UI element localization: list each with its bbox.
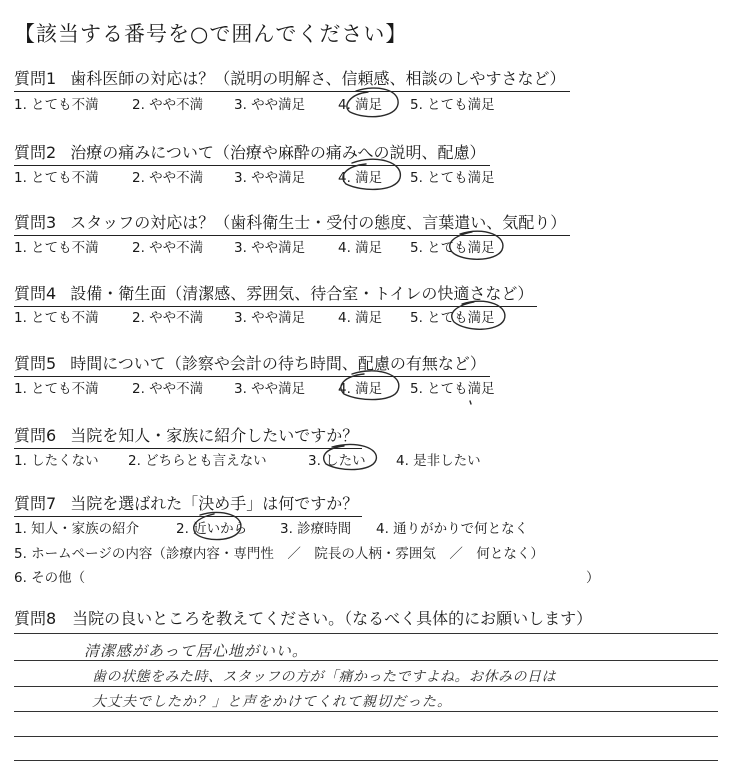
q3-option-5[interactable]: 5. とても満足 (410, 240, 495, 256)
q3-option-4[interactable]: 4. 満足 (338, 240, 383, 256)
q2-option-4[interactable]: 4. 満足 (338, 170, 383, 186)
q3-option-1[interactable]: 1. とても不満 (14, 240, 99, 256)
question-3-text: スタッフの対応は？（歯科衛生士・受付の態度、言葉遣い、気配り） (70, 213, 567, 232)
question-5 (14, 351, 490, 377)
question-7-options-line-1 (14, 517, 528, 537)
question-3-number: 質問3 (14, 213, 57, 232)
q7-option-6-close: ） (586, 570, 600, 586)
q7-option-6-label: 6. その他（ (14, 570, 86, 586)
question-7-title (14, 491, 362, 517)
question-2-number: 質問2 (14, 143, 57, 162)
question-4 (14, 281, 537, 307)
question-1 (14, 66, 570, 92)
q7-option-5[interactable]: 5. ホームページの内容（診療内容・専門性 ／ 院長の人柄・雰囲気 ／ 何となく） (14, 546, 544, 562)
question-6-options (14, 449, 481, 469)
q4-option-3[interactable]: 3. やや満足 (234, 310, 306, 326)
q7-option-4[interactable]: 4. 通りがかりで何となく (376, 521, 529, 537)
q1-option-4[interactable]: 4. 満足 (338, 97, 383, 113)
answer-rule-1 (14, 633, 718, 634)
question-2-title (14, 140, 490, 166)
question-6-title (14, 423, 362, 449)
q4-option-2[interactable]: 2. やや不満 (132, 310, 204, 326)
question-1-text: 歯科医師の対応は？（説明の明解さ、信頼感、相談のしやすさなど） (70, 69, 566, 88)
question-1-number: 質問1 (14, 69, 57, 88)
q2-option-3[interactable]: 3. やや満足 (234, 170, 306, 186)
question-2 (14, 140, 490, 166)
answer-rule-6 (14, 760, 718, 761)
q2-option-2[interactable]: 2. やや不満 (132, 170, 204, 186)
question-5-text: 時間について（診察や会計の待ち時間、配慮の有無など） (70, 354, 486, 373)
q5-option-4[interactable]: 4. 満足 (338, 381, 383, 397)
q8-answer-line-2: 歯の状態をみた時、スタッフの方が「痛かったですよね。お休みの日は (92, 669, 556, 685)
question-4-options (14, 306, 495, 326)
answer-rule-4 (14, 711, 718, 712)
question-5-title (14, 351, 490, 377)
question-2-options (14, 166, 495, 186)
question-5-options (14, 377, 495, 397)
question-3 (14, 210, 570, 236)
q4-option-1[interactable]: 1. とても不満 (14, 310, 99, 326)
question-4-text: 設備・衛生面（清潔感、雰囲気、待合室・トイレの快適さなど） (70, 284, 534, 303)
question-1-options (14, 93, 495, 113)
answer-rule-5 (14, 736, 718, 737)
q8-answer-line-1: 清潔感があって居心地がいい。 (84, 642, 308, 660)
q6-option-2[interactable]: 2. どちらとも言えない (128, 453, 267, 469)
question-3-title (14, 210, 570, 236)
q1-option-2[interactable]: 2. やや不満 (132, 97, 204, 113)
q1-option-5[interactable]: 5. とても満足 (410, 97, 495, 113)
question-4-title (14, 281, 537, 307)
q5-option-3[interactable]: 3. やや満足 (234, 381, 306, 397)
q4-option-5[interactable]: 5. とても満足 (410, 310, 495, 326)
q6-option-3[interactable]: 3. したい (308, 453, 366, 469)
question-7 (14, 491, 362, 517)
q3-option-3[interactable]: 3. やや満足 (234, 240, 306, 256)
survey-header: 【該当する番号を○で囲んでください】 (14, 22, 408, 46)
q7-option-1[interactable]: 1. 知人・家族の紹介 (14, 521, 140, 537)
question-4-number: 質問4 (14, 284, 57, 303)
q7-option-6[interactable] (14, 566, 614, 586)
q1-option-3[interactable]: 3. やや満足 (234, 97, 306, 113)
q4-option-4[interactable]: 4. 満足 (338, 310, 383, 326)
question-6-number: 質問6 (14, 426, 57, 445)
q5-option-5[interactable]: 5. とても満足 (410, 381, 495, 397)
q2-option-5[interactable]: 5. とても満足 (410, 170, 495, 186)
answer-rule-3 (14, 686, 718, 687)
q6-option-1[interactable]: 1. したくない (14, 453, 99, 469)
question-8-title: 質問8 当院の良いところを教えてください。（なるべく具体的にお願いします） (14, 609, 593, 628)
question-1-title (14, 66, 570, 92)
question-7-text: 当院を選ばれた「決め手」は何ですか？ (70, 494, 359, 513)
q7-option-3[interactable]: 3. 診療時間 (280, 521, 352, 537)
question-7-number: 質問7 (14, 494, 57, 513)
question-2-text: 治療の痛みについて（治療や麻酔の痛みへの説明、配慮） (70, 143, 486, 162)
q2-option-1[interactable]: 1. とても不満 (14, 170, 99, 186)
stray-ink-mark (470, 401, 471, 404)
question-6 (14, 423, 362, 449)
q5-option-1[interactable]: 1. とても不満 (14, 381, 99, 397)
q8-answer-line-3: 大丈夫でしたか？」と声をかけてくれて親切だった。 (92, 694, 452, 710)
question-5-number: 質問5 (14, 354, 57, 373)
q5-option-2[interactable]: 2. やや不満 (132, 381, 204, 397)
question-3-options (14, 236, 495, 256)
q3-option-2[interactable]: 2. やや不満 (132, 240, 204, 256)
q7-option-2[interactable]: 2. 近いから (176, 521, 248, 537)
q6-option-4[interactable]: 4. 是非したい (396, 453, 481, 469)
q1-option-1[interactable]: 1. とても不満 (14, 97, 99, 113)
question-6-text: 当院を知人・家族に紹介したいですか？ (70, 426, 359, 445)
